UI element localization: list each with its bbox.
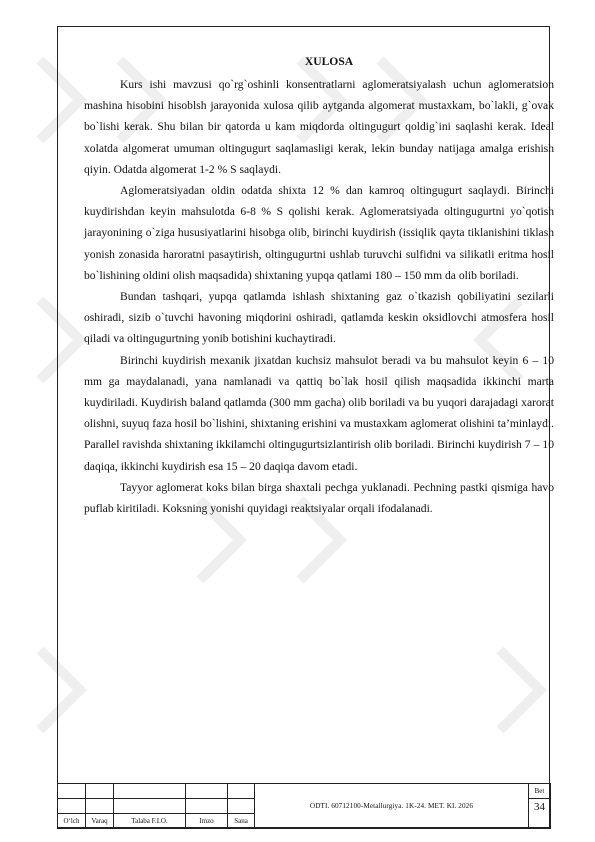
document-body bbox=[84, 54, 554, 519]
col-sana: Sana bbox=[228, 814, 255, 829]
stamp-cell bbox=[186, 799, 228, 814]
stamp-cell bbox=[228, 799, 255, 814]
stamp-cell bbox=[86, 799, 114, 814]
bet-label: Bet bbox=[529, 784, 551, 799]
page-number: 34 bbox=[529, 799, 551, 829]
stamp-cell bbox=[58, 799, 86, 814]
paragraph-3: Bundan tashqari, yupqa qatlamda ishlash shixtaning gaz o`tkazish qobiliyatini sezilarli oshiradi, sizib o`tuvchi havoning miqdorini oshiradi, qatlamda keskin oksidlovchi atmosfera hosil qiladi va oltingugurtning yonib botishini kuchaytiradi. bbox=[84, 290, 554, 346]
stamp-cell bbox=[86, 784, 114, 799]
title-block-stamp bbox=[57, 783, 550, 828]
paragraph-1: Kurs ishi mavzusi qo`rg`oshinli konsentratlarni aglomeratsiyalash uchun aglomeratsion mashina hisobini hisoblsh jarayonida xulosa qilib aytganda algomerat mustaxkam, bo`lakli, g`ovak bo`lishi kerak. Shu bilan bir qatorda u kam miqdorda oltingugurt qoldig`ini saqlashi kerak. Ideal xolatda algomerat umuman oltingugurt saqlamasligi kerak, lekin bunday natijaga amalga erishish qiyin. Odatda algomerat 1-2 % S saqlaydi. bbox=[84, 78, 554, 176]
paragraph-5: Tayyor aglomerat koks bilan birga shaxtali pechga yuklanadi. Pechning pastki qismiga havo puflab kiritiladi. Koksning yonishi quyidagi reaktsiyalar orqali ifodalanadi. bbox=[84, 480, 554, 516]
paragraph-4: Birinchi kuydirish mexanik jixatdan kuchsiz mahsulot beradi va bu mahsulot keyin 6 – 10 mm ga maydalanadi, yana namlanadi va qattiq bo`lak hosil qilish maqsadida ikkinchi marta kuydiriladi. Kuydirish baland qatlamda (300 mm gacha) olib boriladi va bu yuqori darajadagi xarorat olishni, suyuq faza hosil bo`lishini, shixtaning erishini va mustaxkam aglomerat olishini ta’minlaydi. Parallel ravishda shixtaning ikkilamchi oltingugurtsizlantirish olib boriladi. Birinchi kuydirish 7 – 10 daqiqa, ikkinchi kuydirish esa 15 – 20 daqiqa davom etadi. bbox=[84, 353, 554, 473]
stamp-cell bbox=[114, 784, 186, 799]
col-talaba: Talaba F.I.O. bbox=[114, 814, 186, 829]
col-imzo: Imzo bbox=[186, 814, 228, 829]
stamp-cell bbox=[228, 784, 255, 799]
stamp-cell bbox=[58, 784, 86, 799]
document-code: ODTI. 60712100-Metallurgiya. 1K-24. MET. KI. 2026 bbox=[255, 784, 529, 829]
col-varaq: Varaq bbox=[86, 814, 114, 829]
stamp-cell bbox=[114, 799, 186, 814]
paragraph-2: Aglomeratsiyadan oldin odatda shixta 12 % dan kamroq oltingugurt saqlaydi. Birinchi kuydirishdan keyin mahsulotda 6-8 % S qolishi kerak. Aglomeratsiyada oltingugurtni yo`qotish jarayonining o`ziga hususiyatlarini hisobga olib, birinchi kuydirish (issiqlik qayta tiklanishini tiklash yonish zonasida haroratni pasaytirish, oltingugurtni ushlab turuvchi sulfidni va silikatli eritma hosil bo`lishining oldini olish maqsadida) shixtaning yupqa qatlami 180 – 150 mm da olib boriladi. bbox=[84, 184, 554, 282]
stamp-cell bbox=[186, 784, 228, 799]
section-heading: XULOSA bbox=[304, 55, 354, 68]
col-ozh: O‘lch bbox=[58, 814, 86, 829]
